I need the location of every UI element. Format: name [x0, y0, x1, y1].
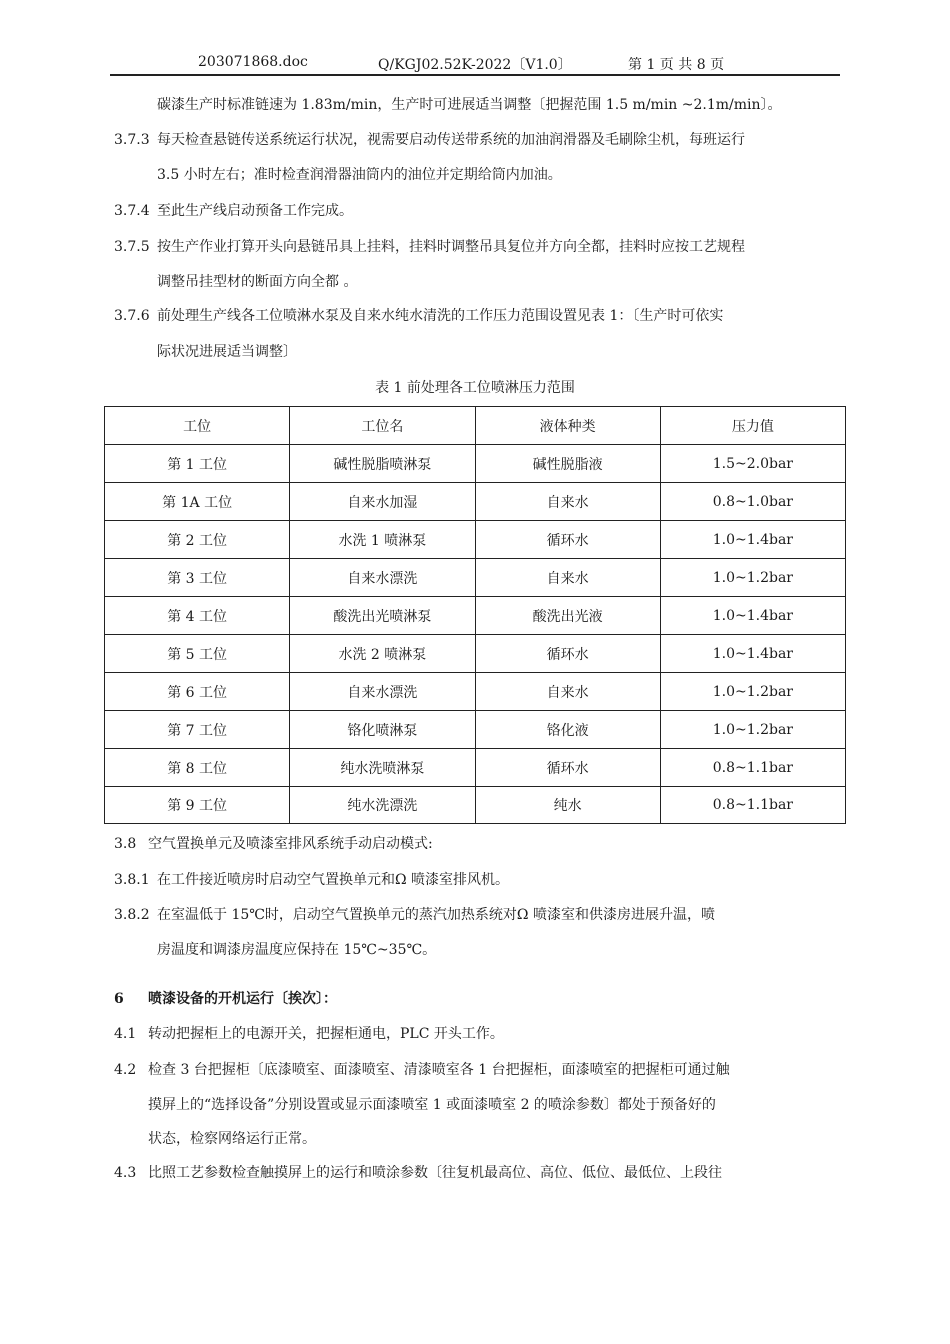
- table-cell: 0.8~1.1bar: [660, 787, 845, 824]
- paragraph-text: 摸屏上的“选择设备”分别设置或显示面漆喷室 1 或面漆喷室 2 的喷涂参数〕都处于预备好的: [148, 1097, 716, 1113]
- header-page-number: 第 1 页 共 8 页: [628, 57, 725, 73]
- header-filename: 203071868.doc: [198, 54, 308, 70]
- table-cell: 第 9 工位: [105, 787, 290, 824]
- paragraph-text: 至此生产线启动预备工作完成。: [157, 203, 353, 219]
- table-cell: 铬化液: [475, 711, 660, 749]
- table-cell: 第 7 工位: [105, 711, 290, 749]
- table-caption: 表 1 前处理各工位喷淋压力范围: [375, 380, 575, 396]
- paragraph-text: 在工件接近喷房时启动空气置换单元和Ω 喷漆室排风机。: [157, 872, 510, 888]
- table-cell: 第 3 工位: [105, 559, 290, 597]
- paragraph-text: 3.5 小时左右；准时检查润滑器油筒内的油位并定期给筒内加油。: [157, 167, 562, 183]
- paragraph-text: 调整吊挂型材的断面方向全都 。: [157, 274, 358, 290]
- section-number: 3.8.2: [114, 907, 150, 923]
- table-cell: 自来水: [475, 559, 660, 597]
- table-cell: 自来水加湿: [290, 483, 475, 521]
- table-row: [105, 559, 846, 597]
- table-row: [105, 483, 846, 521]
- table-cell: 第 8 工位: [105, 749, 290, 787]
- table-cell: 第 1 工位: [105, 445, 290, 483]
- paragraph-text: 每天检查悬链传送系统运行状况，视需要启动传送带系统的加油润滑器及毛刷除尘机，每班运行: [157, 132, 745, 148]
- paragraph-text: 空气置换单元及喷漆室排风系统手动启动模式:: [148, 836, 433, 852]
- header-document-code: Q/KGJ02.52K-2022〔V1.0〕: [378, 57, 572, 73]
- table-row: [105, 787, 846, 824]
- table-cell: 循环水: [475, 749, 660, 787]
- table-cell: 第 1A 工位: [105, 483, 290, 521]
- paragraph-line: [114, 1025, 504, 1043]
- paragraph-line: [114, 906, 715, 924]
- heading-text: 喷漆设备的开机运行〔挨次〕：: [148, 991, 337, 1007]
- section-heading: [114, 990, 337, 1008]
- table-cell: 自来水: [475, 673, 660, 711]
- table-cell: 水洗 2 喷淋泵: [290, 635, 475, 673]
- column-header: 压力值: [660, 407, 845, 445]
- table-cell: 第 4 工位: [105, 597, 290, 635]
- paragraph-text: 前处理生产线各工位喷淋水泵及自来水纯水清洗的工作压力范围设置见表 1：〔生产时可依实: [157, 308, 724, 324]
- paragraph-line: [114, 307, 723, 325]
- paragraph-line: [148, 1096, 716, 1114]
- column-header: 液体种类: [475, 407, 660, 445]
- paragraph-line: [148, 1130, 316, 1148]
- paragraph-line: [114, 238, 745, 256]
- table-header-row: [105, 407, 846, 445]
- section-number: 3.8.1: [114, 872, 150, 888]
- table-cell: 1.0~1.4bar: [660, 597, 845, 635]
- table-cell: 纯水: [475, 787, 660, 824]
- table-cell: 循环水: [475, 521, 660, 559]
- paragraph-line: [114, 1164, 722, 1182]
- section-number: 3.7.6: [114, 308, 150, 324]
- table-row: [105, 749, 846, 787]
- table-row: [105, 445, 846, 483]
- paragraph-text: 碳漆生产时标准链速为 1.83m/min，生产时可进展适当调整〔把握范围 1.5 m/min ~2.1m/min〕。: [157, 97, 782, 113]
- paragraph-text: 房温度和调漆房温度应保持在 15℃~35℃。: [157, 942, 437, 958]
- table-cell: 1.0~1.4bar: [660, 635, 845, 673]
- table-cell: 1.0~1.2bar: [660, 673, 845, 711]
- paragraph-line: [157, 273, 357, 291]
- table-cell: 自来水漂洗: [290, 559, 475, 597]
- section-number: 4.2: [114, 1062, 137, 1078]
- paragraph-text: 际状况进展适当调整〕: [157, 344, 297, 360]
- table-row: [105, 521, 846, 559]
- table-cell: 自来水漂洗: [290, 673, 475, 711]
- table-cell: 碱性脱脂喷淋泵: [290, 445, 475, 483]
- table-cell: 水洗 1 喷淋泵: [290, 521, 475, 559]
- section-number: 6: [114, 991, 124, 1007]
- table-row: [105, 635, 846, 673]
- paragraph-line: [157, 96, 782, 114]
- table-cell: 1.5~2.0bar: [660, 445, 845, 483]
- column-header: 工位名: [290, 407, 475, 445]
- table-cell: 自来水: [475, 483, 660, 521]
- table-cell: 第 5 工位: [105, 635, 290, 673]
- paragraph-line: [114, 871, 509, 889]
- section-number: 3.7.4: [114, 203, 150, 219]
- paragraph-line: [157, 166, 562, 184]
- table-cell: 第 2 工位: [105, 521, 290, 559]
- table-cell: 1.0~1.2bar: [660, 559, 845, 597]
- paragraph-text: 比照工艺参数检查触摸屏上的运行和喷涂参数〔往复机最高位、高位、低位、最低位、上段往: [148, 1165, 722, 1181]
- pressure-table: [104, 406, 846, 824]
- section-number: 3.7.3: [114, 132, 150, 148]
- section-number: 3.8: [114, 836, 137, 852]
- table-row: [105, 711, 846, 749]
- table-cell: 循环水: [475, 635, 660, 673]
- table-cell: 0.8~1.1bar: [660, 749, 845, 787]
- table-cell: 1.0~1.2bar: [660, 711, 845, 749]
- paragraph-line: [114, 1061, 730, 1079]
- paragraph-text: 检查 3 台把握柜〔底漆喷室、面漆喷室、清漆喷室各 1 台把握柜，面漆喷室的把握柜可通过触: [148, 1062, 730, 1078]
- table-row: [105, 597, 846, 635]
- table-cell: 第 6 工位: [105, 673, 290, 711]
- paragraph-line: [157, 941, 436, 959]
- table-cell: 1.0~1.4bar: [660, 521, 845, 559]
- paragraph-line: [114, 835, 433, 853]
- section-number: 3.7.5: [114, 239, 150, 255]
- table-cell: 酸洗出光液: [475, 597, 660, 635]
- paragraph-text: 在室温低于 15℃时，启动空气置换单元的蒸汽加热系统对Ω 喷漆室和供漆房进展升温，喷: [157, 907, 715, 923]
- table-cell: 纯水洗漂洗: [290, 787, 475, 824]
- table-cell: 0.8~1.0bar: [660, 483, 845, 521]
- table-cell: 铬化喷淋泵: [290, 711, 475, 749]
- table-cell: 酸洗出光喷淋泵: [290, 597, 475, 635]
- table-cell: 碱性脱脂液: [475, 445, 660, 483]
- paragraph-line: [157, 343, 297, 361]
- section-number: 4.3: [114, 1165, 137, 1181]
- paragraph-line: [114, 131, 745, 149]
- paragraph-text: 状态，检察网络运行正常。: [148, 1131, 316, 1147]
- page-header: [110, 52, 840, 76]
- paragraph-text: 按生产作业打算开头向悬链吊具上挂料，挂料时调整吊具复位并方向全都，挂料时应按工艺规程: [157, 239, 745, 255]
- column-header: 工位: [105, 407, 290, 445]
- paragraph-text: 转动把握柜上的电源开关，把握柜通电，PLC 开头工作。: [148, 1026, 504, 1042]
- table-cell: 纯水洗喷淋泵: [290, 749, 475, 787]
- table-row: [105, 673, 846, 711]
- paragraph-line: [114, 202, 353, 220]
- section-number: 4.1: [114, 1026, 137, 1042]
